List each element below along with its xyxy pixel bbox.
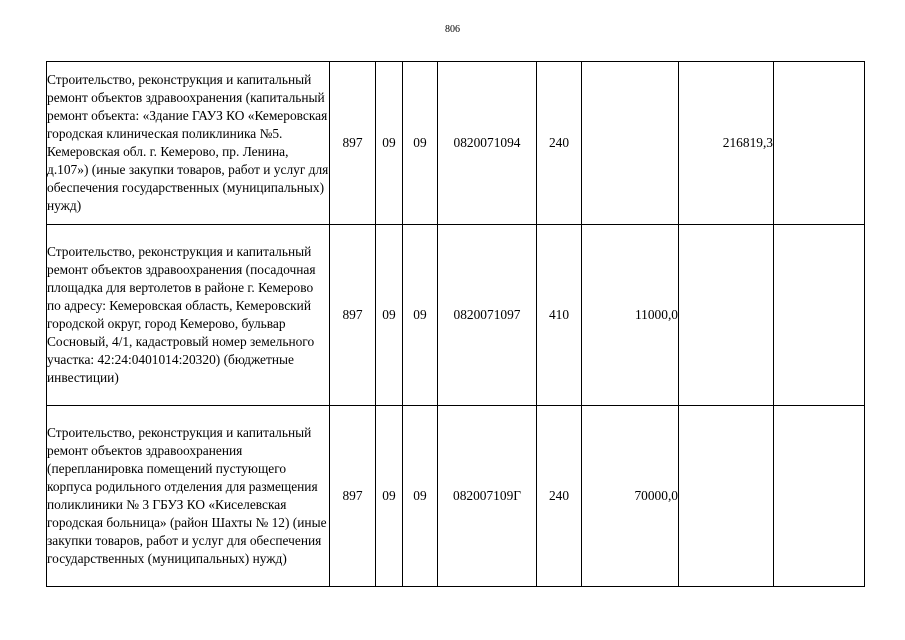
- ministry-code: 897: [330, 62, 376, 225]
- row-description: Строительство, реконструкция и капитальный ремонт объектов здравоохранения (капитальный ремонт объекта: «Здание ГАУЗ КО «Кемеровская городская клиническая поликлиника №5. Кемеровская обл. г. Кемерово, пр. Ленина, д.107») (иные закупки товаров, работ и услуг для обеспечения государственных (муниципальных) нужд): [47, 62, 330, 225]
- amount-cell-3: [774, 406, 865, 587]
- ministry-code: 897: [330, 225, 376, 406]
- amount-cell-1: [582, 62, 679, 225]
- amount-cell-1: 70000,0: [582, 406, 679, 587]
- table-row: [47, 62, 865, 225]
- expense-type-code: 410: [537, 225, 582, 406]
- expense-type-code: 240: [537, 406, 582, 587]
- row-description: Строительство, реконструкция и капитальный ремонт объектов здравоохранения (перепланировка помещений пустующего корпуса родильного отделения для размещения поликлиники № 3 ГБУЗ КО «Киселевская городская больница» (район Шахты № 12) (иные закупки товаров, работ и услуг для обеспечения государственных (муниципальных) нужд): [47, 406, 330, 587]
- subsection-code: 09: [403, 225, 438, 406]
- section-code: 09: [376, 62, 403, 225]
- subsection-code: 09: [403, 62, 438, 225]
- amount-cell-2: [679, 406, 774, 587]
- amount-cell-3: [774, 225, 865, 406]
- expense-type-code: 240: [537, 62, 582, 225]
- amount-cell-2: 216819,3: [679, 62, 774, 225]
- target-article-code: 0820071097: [438, 225, 537, 406]
- amount-cell-2: [679, 225, 774, 406]
- target-article-code: 082007109Г: [438, 406, 537, 587]
- row-description: Строительство, реконструкция и капитальный ремонт объектов здравоохранения (посадочная площадка для вертолетов в районе г. Кемерово по адресу: Кемеровская область, Кемеровский городской округ, город Кемерово, бульвар Сосновый, 4/1, кадастровый номер земельного участка: 42:24:0401014:20320) (бюджетные инвестиции): [47, 225, 330, 406]
- table-row: [47, 225, 865, 406]
- ministry-code: 897: [330, 406, 376, 587]
- budget-table: [46, 61, 865, 587]
- page-number: 806: [445, 24, 460, 35]
- target-article-code: 0820071094: [438, 62, 537, 225]
- amount-cell-3: [774, 62, 865, 225]
- section-code: 09: [376, 225, 403, 406]
- subsection-code: 09: [403, 406, 438, 587]
- table-row: [47, 406, 865, 587]
- section-code: 09: [376, 406, 403, 587]
- amount-cell-1: 11000,0: [582, 225, 679, 406]
